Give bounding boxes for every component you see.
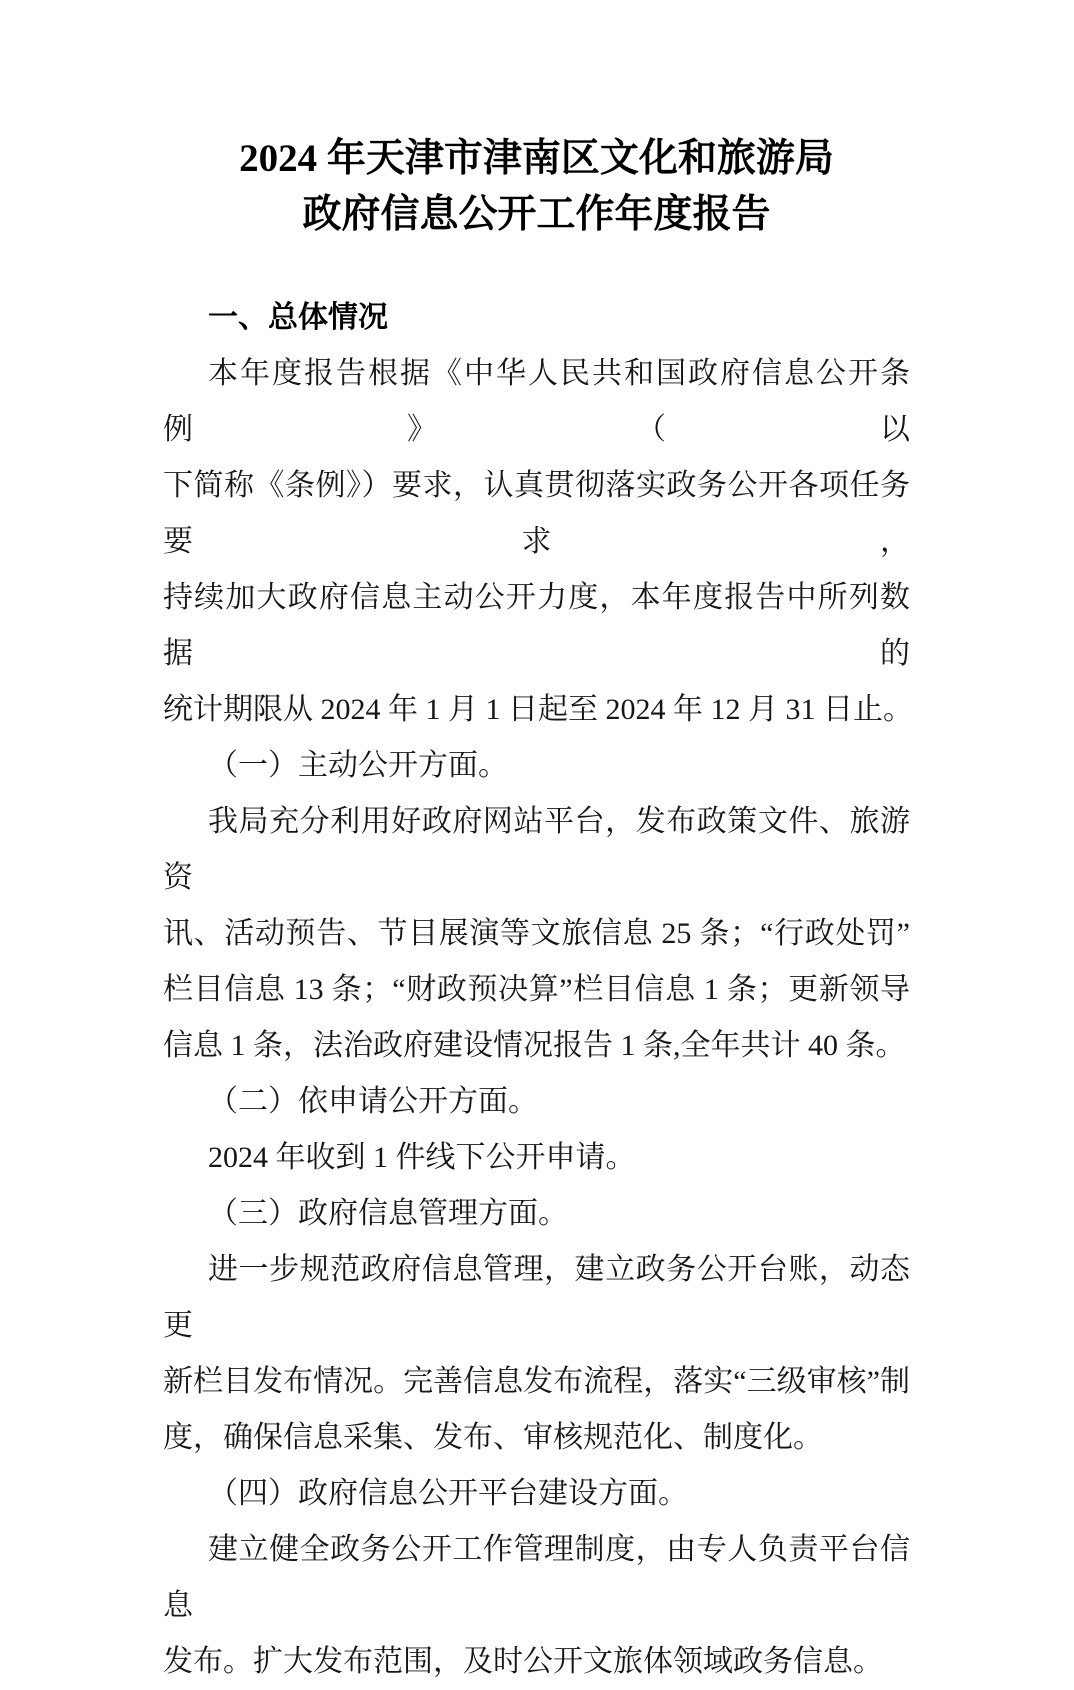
paragraph-line: 本年度报告根据《中华人民共和国政府信息公开条例》（以	[163, 357, 910, 446]
document-title	[163, 131, 910, 243]
paragraph-line: 栏目信息 13 条；“财政预决算”栏目信息 1 条；更新领导	[163, 973, 910, 1006]
report-body	[163, 131, 913, 1690]
paragraph	[163, 1522, 910, 1690]
paragraph-line: 讯、活动预告、节目展演等文旅信息 25 条；“行政处罚”	[163, 917, 910, 950]
paragraph	[163, 1242, 910, 1466]
paragraph	[163, 346, 913, 738]
paragraph-line: 进一步规范政府信息管理，建立政务公开台账，动态更	[163, 1253, 910, 1342]
paragraph-line: 信息 1 条，法治政府建设情况报告 1 条,全年共计 40 条。	[163, 1029, 906, 1062]
paragraph-line: 新栏目发布情况。完善信息发布流程，落实“三级审核”制	[163, 1365, 910, 1398]
paragraph-line: 下简称《条例》）要求，认真贯彻落实政务公开各项任务要求，	[163, 469, 910, 558]
paragraph-line: 统计期限从 2024 年 1 月 1 日起至 2024 年 12 月 31 日止。	[163, 693, 913, 726]
subsection-heading: （三）政府信息管理方面。	[208, 1197, 568, 1230]
title-line-1: 2024 年天津市津南区文化和旅游局	[239, 137, 834, 180]
paragraph-line: 持续加大政府信息主动公开力度，本年度报告中所列数据的	[163, 581, 910, 670]
paragraph-line: 我局充分利用好政府网站平台，发布政策文件、旅游资	[163, 805, 910, 894]
paragraph	[163, 794, 910, 1074]
subsection-heading: （二）依申请公开方面。	[208, 1085, 538, 1118]
paragraph-line: 2024 年收到 1 件线下公开申请。	[208, 1141, 636, 1174]
subsection-heading: （四）政府信息公开平台建设方面。	[208, 1477, 688, 1510]
subsection-heading: （一）主动公开方面。	[208, 749, 508, 782]
paragraph	[163, 1130, 910, 1186]
paragraph-line: 发布。扩大发布范围，及时公开文旅体领域政务信息。	[163, 1645, 883, 1678]
document-content	[163, 290, 913, 1690]
title-line-2: 政府信息公开工作年度报告	[302, 193, 771, 236]
paragraph-line: 建立健全政务公开工作管理制度，由专人负责平台信息	[163, 1533, 910, 1622]
paragraph-line: 度，确保信息采集、发布、审核规范化、制度化。	[163, 1421, 823, 1454]
section-heading: 一、总体情况	[208, 301, 388, 334]
